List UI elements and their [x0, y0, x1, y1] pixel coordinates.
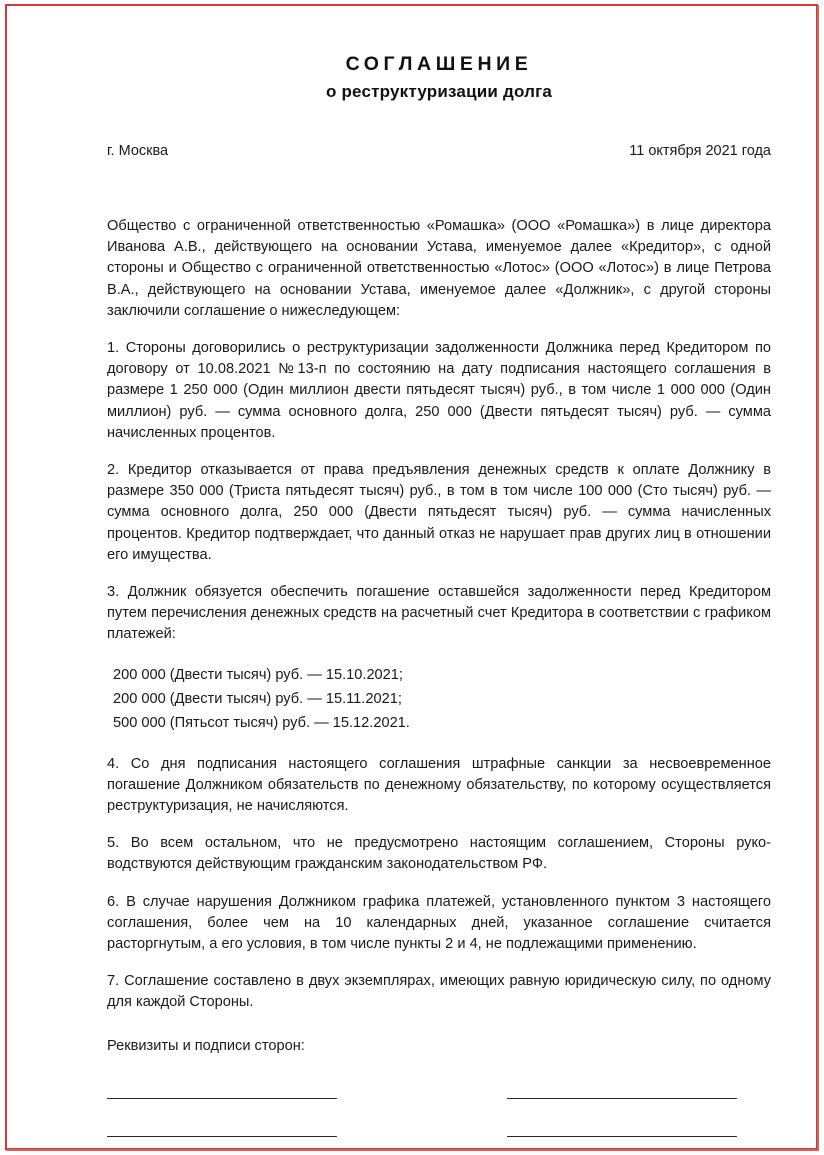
document-body	[107, 216, 771, 1138]
signature-row-1	[107, 1085, 771, 1100]
list-item: 200 000 (Двести тысяч) руб. — 15.11.2021;	[113, 690, 402, 707]
payment-schedule-list	[107, 663, 771, 735]
clause-5: 5. Во всем остальном, что не предусмотрено настоящим соглашением, Стороны руководствуются действующим гражданским законодательством РФ.	[107, 835, 771, 873]
clause-3: 3. Должник обязуется обеспечить погашение оставшейся задолженности перед Кредитором путем перечисления денежных средств на расчетный счет Кредитора в соответствии с графиком платежей:	[107, 584, 771, 643]
clause-7: 7. Соглашение составлено в двух экземплярах, имеющих равную юридическую силу, по одному для каждой Стороны.	[107, 973, 771, 1011]
signature-line-creditor-1[interactable]: _____________________________	[107, 1084, 337, 1100]
signature-line-creditor-2[interactable]: _____________________________	[107, 1122, 337, 1138]
document-content	[107, 0, 771, 1155]
signature-row-2	[107, 1123, 771, 1138]
date-label: 11 октября 2021 года	[629, 143, 771, 160]
signatures-section-label: Реквизиты и подписи сторон:	[107, 1037, 305, 1054]
city-label: г. Москва	[107, 143, 169, 160]
clause-2: 2. Кредитор отказывается от права предъявления денежных средств к оплате Должнику в размере 350 000 (Триста пятьдесят тысяч) руб., в том в том числе 100 000 (Сто тысяч) руб. — сумма основного долга, 250 000 (Двести пятьдесят тысяч) руб. — сумма начисленных процентов. Кредитор подтверждает, что данный отказ не нарушает прав других лиц в отношении его имущества.	[107, 462, 771, 563]
preamble-paragraph: Общество с ограниченной ответственностью «Ромашка» (ООО «Ромашка») в лице директора Иванова А.В., действующего на основании Устава, именуемое далее «Кредитор», с одной стороны и Общество с ограниченной ответственностью «Лотос» (ООО «Лотос») в лице Петрова В.А., действующего на основании Устава, именуемое далее «Должник», с другой стороны заключили соглашение о нижеследующем:	[107, 217, 771, 319]
list-item: 500 000 (Пятьсот тысяч) руб. — 15.12.2021.	[113, 714, 410, 731]
document-meta-row	[107, 142, 771, 161]
clause-4: 4. Со дня подписания настоящего соглашения штрафные санкции за несвоевременное погашение Должником обязательств по денежному обязательству, по которому осуществляется реструктуризация, не начисляются.	[107, 755, 771, 815]
clause-6: 6. В случае нарушения Должником графика платежей, установленного пунктом 3 настоящего соглашения, более чем на 10 календарных дней, указанное соглашение считается расторгнутым, а его условия, в том числе пункты 2 и 4, не подлежащими применению.	[107, 893, 771, 953]
list-item: 200 000 (Двести тысяч) руб. — 15.10.2021;	[113, 666, 403, 683]
clause-1: 1. Стороны договорились о реструктуризации задолженности Должника перед Кредитором по договору от 10.08.2021 №13-п по состоянию на дату подписания настоящего соглашения в размере 1 250 000 (Один миллион двести пятьдесят тысяч) руб., в том числе 1 000 000 (Один миллион) руб. — сумма основного долга, 250 000 (Двести пятьдесят тысяч) руб. — сумма начисленных процентов.	[107, 339, 771, 441]
signature-area	[107, 1085, 771, 1138]
signature-line-debtor-2[interactable]: _____________________________	[507, 1122, 737, 1138]
signature-line-debtor-1[interactable]: _____________________________	[507, 1084, 737, 1100]
page-title: СОГЛАШЕНИЕ	[345, 53, 533, 75]
page-subtitle: о реструктуризации долга	[325, 82, 553, 102]
